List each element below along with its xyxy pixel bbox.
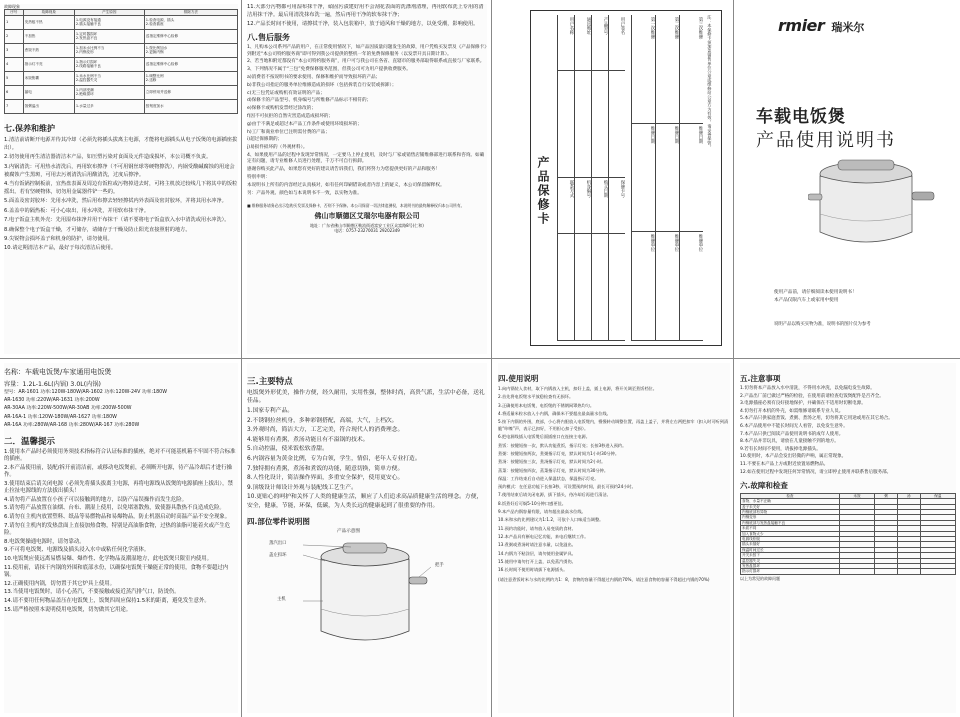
usage-item: 煮粥：按键短按两次，煮粥指示灯亮，默认时间为1小时30分钟。 <box>498 450 620 456</box>
fault-title: 六.故障和检查 <box>740 480 788 490</box>
repair-table-row <box>5 29 238 43</box>
fault-table-cell: 保温时间过长 <box>741 547 840 552</box>
after-sales-item: i)超过保修期的； <box>247 137 283 143</box>
feature-item: 10.更贴心的呵护和关怀了人类的健康生活，顺应了人们追求高品质健康生活的理念。方便，安全，健康，节能，环保，低碳，为人类长远的健康起到了很重要的作用。 <box>247 494 483 509</box>
repair-table-row <box>5 71 238 85</box>
repair-table-cell: 送指定维修中心检修 <box>144 57 237 71</box>
repair-cell: 第一次维修 <box>632 15 655 124</box>
model-line: AR-16A 功率:280W/AR-168 功率:280W/AR-167 功率:280W <box>4 422 140 428</box>
usage-item: 蒸菜：按键短按四次，蒸菜指示灯亮，默认时间为30分钟。 <box>498 467 609 473</box>
repair-table-row <box>5 99 238 113</box>
fault-table-header: 保温 <box>920 493 955 498</box>
features-list <box>247 407 487 510</box>
warranty-cell: 产品型号 <box>592 15 608 71</box>
after-sales-item: c)无三包凭证或购机有效证明的产品； <box>247 90 325 96</box>
repair-table-cell: 1.检查电源、插头 2.检查插座 <box>144 15 237 29</box>
notes-list <box>740 386 956 476</box>
tip-item: 13.当使用电饭煲时，请小心蒸汽，不要接触或接近蒸汽排气口，防烫伤。 <box>4 589 180 596</box>
after-sales-item: 3、下列情况不属于“三包”免费保修服务范围，但我公司可为用户提供收费服务。 <box>247 67 411 73</box>
repair-table-cell: 3 <box>5 43 24 57</box>
usage-item: 煮汤：按键短按三次，煮汤指示灯亮，默认时间为2小时。 <box>498 459 606 465</box>
fault-table-cell: 内锅底部有异物 <box>741 509 840 514</box>
after-sales-title: 八.售后服务 <box>247 33 291 43</box>
repair-table-header: 产生原因 <box>74 10 144 15</box>
repair-table-cell: 发热板不热 <box>23 15 74 29</box>
usage-item: 14.内锅为不粘涂层，请勿使用金属铲具。 <box>498 550 576 556</box>
maintenance-item: 7.电子饭盒主机外壳：先用湿布抹净并用干布抹干（请不要将电子饭盒放入水中清洗或用水冲洗）。 <box>4 217 230 224</box>
repair-table-header: 序号 <box>5 10 24 15</box>
usage-item: 9.本产品内锅容量有限，请勿超出最高水位线。 <box>498 509 586 515</box>
after-sales-item: h)工厂和商业单位已注明需付费的产品； <box>247 129 330 135</box>
repair-table-header: 排除方法 <box>144 10 237 15</box>
warranty-notes: 注：本保修卡须加盖销售单位公章或维修站公章方为有效，请妥善保管。 <box>707 15 713 150</box>
repair-table-cell: 7 <box>5 99 24 113</box>
part-label-lid-clip: 盖左扣环 <box>269 552 287 558</box>
fault-table-check-cell <box>875 569 898 574</box>
features-intro: 电饭煲外形优美，操作方便，经久耐用，实用性强，整体时尚，高贵气派，生活中必备，送礼佳品。 <box>247 390 485 404</box>
note-item: 3.电源插座必须有良好接地保护，并确保在不适用时切断电源。 <box>740 401 866 407</box>
warranty-cell <box>609 234 625 341</box>
feature-item: 3.外观时尚，简洁大方，工艺完美，符合现代人的消费理念。 <box>247 427 404 434</box>
fault-table-cell: 开关未按下 <box>741 553 840 558</box>
maintenance-item: 9.尖锐物会损坏盖子和机身的防护，请勿使用。 <box>4 235 113 242</box>
repair-table <box>4 9 238 113</box>
usage-item: 预约模式：在任意功能下长按3秒，可设置预约时间，最长可预约24小时。 <box>498 484 636 490</box>
repair-table-cell: 饭粥溢出 <box>23 99 74 113</box>
usage-item: 12.本产品具有断电记忆功能，来电后继续工作。 <box>498 533 589 539</box>
warranty-cell: 联系方式 <box>558 178 574 234</box>
fault-table-row <box>741 569 956 574</box>
fault-table <box>740 493 956 575</box>
feature-item: 9.顶级设计师设计外观与装配线工艺生产。 <box>247 484 357 491</box>
fault-table-check-cell <box>839 569 874 574</box>
repair-table-cell: 4 <box>5 57 24 71</box>
maintenance-item: 10.请定期清洁本产品，最好于每次清洁后使用。 <box>4 245 117 252</box>
repair-table-cell: 指示灯不亮 <box>23 57 74 71</box>
note-item: 11.不要在本产品上方或附近放置易燃物品。 <box>740 461 829 467</box>
tips-title: 二．温馨提示 <box>4 436 56 447</box>
usage-list <box>498 386 730 574</box>
feature-item: 2.不锈钢拉丝机身，多种彩钢搭配，高端，大气，上档次。 <box>247 417 398 424</box>
fold-line-v1 <box>241 0 242 717</box>
fault-table-cell: 电源线松脱 <box>741 536 840 541</box>
repair-table-cell: 1.调整比例 2.送修 <box>144 71 237 85</box>
model-line: AR-1630 功率:220W/AR-1631 功率:200W <box>4 398 100 404</box>
tip-item: 14.请不要用任何物品盖压在电饭煲上，饭煲四周应保持1.5米的距离，避免发生意外。 <box>4 597 210 604</box>
parts-diagram <box>247 529 487 649</box>
after-sales-item: a)消费者不按说明书的要求使用、保修和维护而导致损坏的产品； <box>247 74 381 80</box>
warranty-column <box>574 15 591 341</box>
repair-table-cell: 6 <box>5 85 24 99</box>
fault-table-cell: 盖子未关好 <box>741 504 840 509</box>
after-sales-item: 4、如果使用产品的过程中发现异常情况，一定要马上停止使用，及时与厂家或销售店铺维修部进行联系和咨询。如确定有问题，请专业维修人员进行处理，千万不可自行拆卸。 <box>247 152 485 165</box>
warranty-cell <box>575 71 591 178</box>
panel-cover <box>738 4 956 354</box>
part-label-steam: 蒸汽出口 <box>269 540 287 546</box>
spec-title: 名称：车载电饭煲/车家通用电饭煲 <box>4 368 112 376</box>
brand-logo <box>778 16 864 35</box>
tip-item: 9.不可将电饭煲、电源线及插头浸入水中或粘任何化学液体。 <box>4 547 150 554</box>
usage-item: 1.向内锅装入食材，取下内锅放入主机，扣好上盖，插上电源，将开关调至煮饭档位。 <box>498 386 657 391</box>
repair-table-caption: 故障现象 <box>4 4 20 9</box>
warranty-column <box>591 15 608 341</box>
repair-cell: 维修日期 <box>680 124 703 233</box>
repair-cell: 维修日期 <box>632 124 655 233</box>
repair-table-cell: 漏电 <box>23 85 74 99</box>
parts-illustration <box>303 539 433 649</box>
model-line: AR-16A-1 功率:120W-180W/AR-1627 功率:180W <box>4 414 117 420</box>
maintenance-item: 2.切勿使用再生清洁器清洁本产品，如压塑污染对食面及元件造成损坏，本公司概不负责。 <box>4 154 212 161</box>
maintenance-item: 6.盖盖中的隔热板：可小心取出，用水冲洗，并用软布抹干净。 <box>4 207 150 214</box>
repair-column <box>631 15 655 341</box>
maintenance-title: 七.保养和维护 <box>4 123 56 133</box>
warranty-cell: 保修卡号 <box>609 178 625 234</box>
part-label-handle: 把手 <box>435 562 444 568</box>
warranty-title: 产品保修卡 <box>536 156 550 226</box>
tip-item: 4.请勿将产品放置在小孩子可以接触到的地方，以防产品误操作而发生危险。 <box>4 496 188 503</box>
repair-table-cell: 1 <box>5 15 24 29</box>
note-item: 12.如在使用过程中发现任何异常情况，请立即停止使用并联系售后服务部。 <box>740 469 892 475</box>
warranty-column <box>608 15 625 341</box>
fault-table-cell: 内锅变形 <box>741 515 840 520</box>
usage-item: 13.煮粥或煮汤时请注意水量，以免溢出。 <box>498 542 576 548</box>
warranty-card <box>530 10 722 346</box>
repair-cell: 维修日期 <box>656 124 679 233</box>
usage-item: 6.把电源线插入电饭煲后面插座口在连接主电源。 <box>498 434 590 440</box>
note-item: 1.切勿将本产品放入水中清洗，不得用水冲洗，以免漏电发生故障。 <box>740 386 875 391</box>
feature-item: 4.能够用有煮粥，煮汤功能且有不溢锅的技术。 <box>247 436 369 443</box>
company-address: 地址：广东省佛山市顺德区勒流街道富安工业区众富路8号(仁和) <box>310 222 424 228</box>
repair-table-cell: 1.内部受潮 2.绝缘损坏 <box>74 85 144 99</box>
repair-table-row <box>5 15 238 29</box>
tip-item: 7.请勿在主机内的发热盘面上直接加热食物，特别是高油脂食物，过热的油脂可能着火或产生危险。 <box>4 522 231 536</box>
usage-item: 煮饭：按键短按一次，默认功能煮饭，指示灯亮；长按3秒进入预约。 <box>498 442 627 448</box>
fault-table-cell: 插头未插好 <box>741 542 840 547</box>
panel-warranty <box>500 4 728 354</box>
repair-cell: 维修单位 <box>656 232 679 341</box>
feature-item: 8.人性化设计，简洁操作界面，多重安全保护，使用更安心。 <box>247 475 404 482</box>
repair-cell: 第三次维修 <box>680 15 703 124</box>
usage-title: 四.使用说明 <box>498 374 539 383</box>
tip-item: 11.使用前，请抹干内锅的外围和底部水份，以确保电饭煲干燥能正常的使用，食物不要超过内锅。 <box>4 564 229 578</box>
usage-item: 5.按下内锅的外围，底部，小心将内胆放入电饭煲内，慢慢转动调整位置，再盖上盖子，并将左右两把扣牢（扣入时可听到清脆“咔嚓”声，表示已扣好，不用担心扣子受损）。 <box>498 419 729 432</box>
repair-table-cell: 煮饭不熟 <box>23 43 74 57</box>
tip-item: 2.本产品使用前，装配/拆开前清洁前，或移动电饭煲前，必须断开电源，待产品冷却后才进行操作。 <box>4 464 232 478</box>
repair-table-row <box>5 43 238 57</box>
maintenance-item: 1.清洁前请断开电源并待其冷却（必须先将插头拔离主电源，才能将电源插头从电子饭煲的电源插座拔出）。 <box>4 136 238 151</box>
usage-item: 16.长时间不使用时请拔下电源插头。 <box>498 567 568 573</box>
usage-item: 4.将适量米粒水放入小内锅，确保米不要超出最高量水位线。 <box>498 410 611 416</box>
tips-list <box>4 449 238 614</box>
spec-capacity: 容量：1.2L-1.6L(内锅) 3.0L(内锅) <box>4 381 101 388</box>
after-sales-item: f)因不可抗拒的自然灾害造成造成损坏的； <box>247 113 334 119</box>
fault-footer: 以上为常见的故障问题 <box>740 575 780 581</box>
maintenance-item: 3.内锅清洗：可用热水清洗后，再用软布擦净（不可用钢丝球等硬物擦洗），内锅受酸碱腐蚀的用途会被腐蚀产生黑斑，可用去污剂清洗后用酸清洗，过度后擦净。 <box>4 163 235 178</box>
fold-line-v3 <box>733 0 734 717</box>
panel-top-middle <box>247 4 487 354</box>
tip-item: 3.使用结束后请关闭电源（必须先将插头拔离主电源，再将电源线从饭煲的电源插座上拔出），禁止拉扯电源线的方法拔出插头！ <box>4 480 233 494</box>
maintenance-list <box>4 136 238 253</box>
tip-item: 12.正确使用内锅，切勿置于其它炉具上使用。 <box>4 580 115 587</box>
repair-table-cell: 1.加米水比例不当 2.内锅变形 <box>74 43 144 57</box>
repair-table-cell: 1.水量过多 <box>74 99 144 113</box>
usage-item: 8.饭煮好后可焖5-10分钟口感更佳。 <box>498 500 566 506</box>
notes-title: 五.注意事项 <box>740 374 781 383</box>
model-list <box>4 390 238 430</box>
warranty-cell <box>558 71 574 178</box>
note-item: 6.本产品使用中不能长时间无人看管，以免发生意外。 <box>740 423 848 429</box>
maintenance-item: 5.面盖及密封胶环：先用水冲洗，然后用布擦去轻轻擦拭内外表面及密封胶环，并将其用水冲净。 <box>4 198 227 205</box>
repair-table-cell: 立即停用并送修 <box>144 85 237 99</box>
warranty-cell <box>575 234 591 341</box>
panel-usage <box>498 363 730 713</box>
after-sales-item: 本说明书上所有的内容经过认真核对，如有任何印刷错误或者内容上的疑义，本公司保留解释权。 <box>247 182 445 188</box>
company-tel: 电话：0757-23270031 29202349 <box>334 228 400 234</box>
maintenance-item: 4.当有饭锅控制板前，宜热盘表面及周边有饭粒或污物掉进去时，可将主机放过较线几下将其中的饭粒摇出。若有坚硬物体，切勿用金属器件铲一些的。 <box>4 180 238 195</box>
tip-item: 5.请勿将产品放置在油烟、台布、潮湿上使用，以免堵塞散热，致使器具散热不良造成危险。 <box>4 505 225 512</box>
repair-table-cell: 1.指示灯损坏 2.线路接触不良 <box>74 57 144 71</box>
warranty-cell <box>592 71 608 178</box>
after-sales-item: 特别申明： <box>247 174 270 180</box>
maintenance-item: 8.确保整个电子饭盒干燥，才可储存，请储存于干燥及防止阳光直接照射的地方。 <box>4 226 191 233</box>
repair-cell: 第二次维修 <box>656 15 679 124</box>
after-sales-item: b)非我公司指定的服务单位维修造成的损坏（包括拆装自行安装或拆卸）； <box>247 82 397 88</box>
warranty-cell: 机身编号 <box>575 178 591 234</box>
fault-table-check-cell <box>897 569 920 574</box>
usage-item: 11.预约功能时，请勿放入易变质的食材。 <box>498 525 576 531</box>
repair-table-cell: 送指定维修中心检修 <box>144 29 237 43</box>
usage-item: 15.使用中请勿打开上盖，以免蒸汽烫伤。 <box>498 558 576 564</box>
usage-item: 7.使用结束后请关闭电源，拔下插头，待冷却后再进行清洁。 <box>498 492 611 498</box>
warranty-cell <box>558 234 574 341</box>
fault-table-cell: 内锅底部与发热盘接触不良 <box>741 520 840 525</box>
note-item: 2.产品出厂前已做过严格的检验，在使用前请检查电饭煲配件是否齐全。 <box>740 393 884 399</box>
warranty-cell: 用户签名 <box>609 15 625 71</box>
after-sales-item: g)由于不满足或超过本产品工作条件或使用环境损坏的； <box>247 121 362 127</box>
panel-bottom-left <box>4 363 238 713</box>
repair-table-cell: 2 <box>5 29 24 43</box>
fault-table-header: 检查 <box>741 493 840 498</box>
warranty-repair-grid <box>631 15 703 341</box>
repair-table-cell: 1.按比例加水 2.更换内锅 <box>144 43 237 57</box>
repair-table-cell: 1.米水比例不当 2.温控器失灵 <box>74 71 144 85</box>
after-sales-item: 另：产品外观、颜色如与本说明书不一致，以实物为准。 <box>247 190 362 196</box>
repair-table-row <box>5 57 238 71</box>
model-line: AR-30AA 功率:220W-500W/AR-30AB 功率:200W-500W <box>4 406 132 412</box>
usage-item: 保温：工作结束后自动进入保温状态，保温指示灯亮。 <box>498 475 599 481</box>
intro-item: 12.产品长时间不使用，请擦拭干净，装入包装箱中，放于通风和干燥的地方，以免受潮，影响使用。 <box>247 20 479 27</box>
note-item: 7.本产品只供已阅读产品使用说明书的成年人使用。 <box>740 431 844 437</box>
after-sales-item: d)保修卡的产品型号、机身编号与所维修产品标示不相符的； <box>247 98 372 104</box>
fault-table-cell: 米质不同 <box>741 526 840 531</box>
fold-line-v2 <box>491 0 492 717</box>
repair-column <box>679 15 703 341</box>
tip-item: 8.电饭煲操通电源时，请勿靠动。 <box>4 538 85 545</box>
note-item: 4.切勿打开本机的外壳，如需维修请联系专业人员。 <box>740 408 844 414</box>
note-item: 9.若有长时间不使用，请拔掉电源插头。 <box>740 446 821 452</box>
after-sales-list <box>247 45 487 197</box>
panel-bottom-middle <box>247 363 487 713</box>
warranty-cell: 用户名称 <box>558 15 574 71</box>
company-name: 佛山市顺德区艾瑞尔电器有限公司 <box>314 211 420 220</box>
logo-cn: 瑞米尔 <box>831 21 865 34</box>
note-item: 5.本产品只供家庭煮饭、煮粥、煮汤之用，切勿将其它用途或用在其它场合。 <box>740 416 893 422</box>
cover-title: 车载电饭煲 <box>756 107 846 127</box>
part-label-body: 主机 <box>277 596 286 602</box>
warranty-cell <box>609 71 625 178</box>
cover-note-2: 本产品仅限汽车上或家用中使用 <box>774 298 839 303</box>
note-item: 8.本产品并非玩具，请放在儿童接触不到的地方。 <box>740 439 839 445</box>
cover-note-3: 说明产品以购买实物为准，说明书的图片仅为参考 <box>774 322 871 327</box>
after-sales-item: j)易损件损坏的（外观材料）。 <box>247 145 308 151</box>
fault-table-cell: 加入食物太少 <box>741 531 840 536</box>
fault-table-header: 粥 <box>875 493 898 498</box>
warranty-cell <box>592 234 608 341</box>
repair-table-row <box>5 85 238 99</box>
feature-item: 6.内锅容量为黄金比例，专为白领，学生，情侣，老年人专业打造。 <box>247 455 421 462</box>
intro-item: 11.大部分污物都可用湿布抹干净，頑固污渍建好用不会刮花表面的洗涤剂清理，再用软布洗上专用的清洁用抹干净。最后用清洗抹布洗一遍，然后再用干净的软布抹干净； <box>247 4 484 18</box>
fault-table-cell: 发热盘损坏 <box>741 564 840 569</box>
repair-table-cell: 按刻度加水 <box>144 99 237 113</box>
model-line: 型号：AR-1601 功率:120W-180W/AR-1602 功率:120W-24V 功率:180W <box>4 390 167 395</box>
tip-item: 6.请勿在主机内放置塑料、纸品等易燃物品和易爆物品，防止机器启动时高温产品不安全现象。 <box>4 513 231 520</box>
repair-table-cell: 5 <box>5 71 24 85</box>
tip-item: 15.请严格按照本说明使用电饭煲，切勿做其它用途。 <box>4 606 132 613</box>
note-item: 10.使用时，本产品会发出轻微的声响，属正常现象。 <box>740 454 847 460</box>
feature-item: 7.独特拥有煮粥，煮汤和煮饭的功能，随意切换，简单方便。 <box>247 465 404 472</box>
usage-item: 2.首先将电饭煲水平放稳检查有无损坏。 <box>498 394 574 400</box>
cover-note-1: 使用产品前，请仔细阅读本使用说明书！ <box>774 290 857 295</box>
fold-line-horizontal <box>0 358 960 359</box>
features-title: 三.主要特点 <box>247 377 293 387</box>
warranty-info-grid <box>557 15 625 341</box>
repair-column <box>655 15 679 341</box>
panel-notes <box>740 363 956 713</box>
repair-cell: 维修单位 <box>632 232 655 341</box>
repair-table-cell: 1.电源没有接通 2.插头接触不良 <box>74 15 144 29</box>
repair-cell: 维修单位 <box>680 232 703 341</box>
after-sales-item: 感谢你购买此产品，如果您有更好的建议请告诉我们，我们将努力为您提供更好的产品和服务！ <box>247 167 440 173</box>
company-note: ■ 维修服务请务必出示您购买发票及保修卡，否则不予保修。本公司保留一切法律追溯权，本说明书的最终解释权归本公司所有。 <box>247 202 465 208</box>
usage-item: 10.米和水的比例建议为1:1.2，可依个人口味适当调整。 <box>498 517 604 523</box>
fault-table-header: 米饭 <box>839 493 874 498</box>
tip-item: 1.使用本产品时必须使用务须技术指标符合认证标准的插座，绝对不可能基机箱不牢固不符合标准的插座。 <box>4 448 236 462</box>
fault-table-cell: 食物、水量不正确 <box>741 499 840 504</box>
after-sales-item: e)保修卡或购机发票经过涂改的； <box>247 106 316 112</box>
repair-table-cell: 不加热 <box>23 29 74 43</box>
tip-item: 10.电饭煲应使远离易燃易爆、爆炸性、化学物品及潮湿地方，此电饭煲只限室内使用。 <box>4 555 213 562</box>
warranty-column <box>557 15 574 341</box>
warranty-cell: 购买日期 <box>592 178 608 234</box>
fault-table-cell: 指示灯损坏 <box>741 569 840 574</box>
fault-table-check-cell <box>920 569 955 574</box>
repair-table-header: 故障现象 <box>23 10 74 15</box>
usage-footer: (请注意煮饭时米与水的比例约为1：8，食物的容量不得超过内锅的70%，请注意食物的容量不得超过内锅的70%) <box>498 577 710 583</box>
cover-subtitle: 产品使用说明书 <box>756 130 896 151</box>
feature-item: 5.自动控温，使米饭松软香甜。 <box>247 446 328 453</box>
logo-text: rmier <box>778 16 825 35</box>
parts-title: 四.部位零件说明图 <box>247 516 310 526</box>
after-sales-item: 1、凡购本公司系列产品的用户，在正常使用情况下，如产品因质量问题发生的故障，用户凭购买发票及《产品保修卡》到附近“本公司特约服务商”即可得到我公司提供的整机一年的免费保修服务（以发票开具日期计算）。 <box>247 45 487 57</box>
repair-table-cell: 1.定时器损坏 2.发热盘不良 <box>74 29 144 43</box>
repair-table-cell: 米饭焦糊 <box>23 71 74 85</box>
usage-item: 3.正确使用本电饭煲，电饭煲的不锈钢网罩热均匀。 <box>498 402 595 408</box>
after-sales-item: 2、若当地和附近都没有“本公司特约服务商”，用户可与我公司在各省、直辖市的服务部取得联系或直接与厂家联系。 <box>247 59 485 65</box>
parts-caption: 产品示意图 <box>337 528 360 534</box>
fault-table-header: 汤 <box>897 493 920 498</box>
panel-top-left <box>4 4 238 354</box>
fault-table-cell: 温控器失灵 <box>741 558 840 563</box>
rice-cooker-illustration <box>808 154 948 254</box>
warranty-cell: 通讯地址 <box>575 15 591 71</box>
intro-list <box>247 4 487 28</box>
feature-item: 1.国家专利产品。 <box>247 408 294 414</box>
